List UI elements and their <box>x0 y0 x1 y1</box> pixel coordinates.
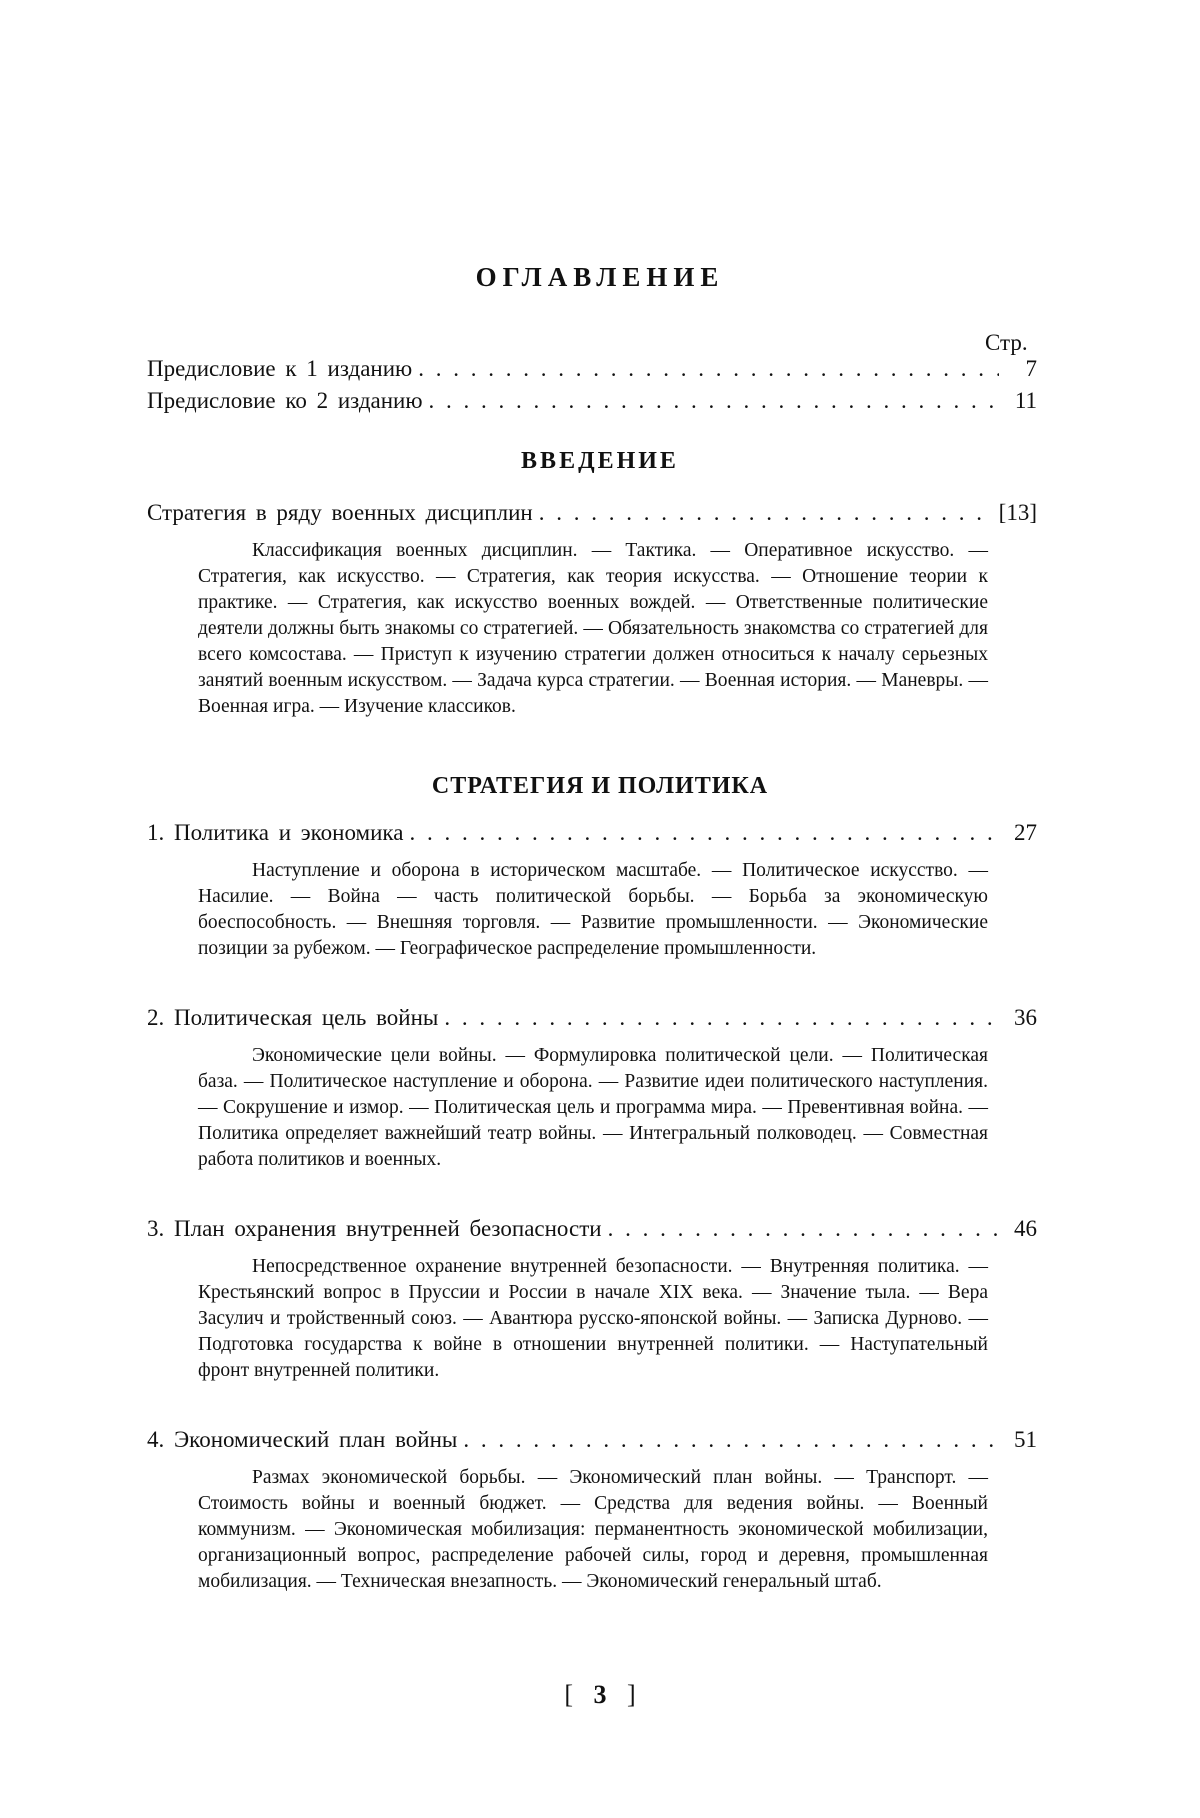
toc-entry-page: 36 <box>1014 1005 1037 1030</box>
toc-entry-page: 51 <box>1014 1427 1037 1452</box>
toc-entry-chapter-3[interactable] <box>147 1216 1037 1248</box>
toc-entry-preface-2[interactable] <box>147 388 1037 420</box>
leader-dots <box>418 356 999 382</box>
leader-dots <box>409 820 999 846</box>
section-heading-intro: ВВЕДЕНИЕ <box>521 448 679 474</box>
toc-entry-chapter-1[interactable] <box>147 820 1037 852</box>
toc-entry-label: 4. Экономический план войны <box>147 1427 458 1452</box>
footer-bracket-open: [ <box>564 1680 573 1709</box>
toc-entry-label: Стратегия в ряду военных дисциплин <box>147 500 533 525</box>
toc-entry-page: 11 <box>1014 388 1037 413</box>
toc-entry-summary: Непосредственное охранение внутренней безопасности. — Внутренняя политика. — Крестьянский вопрос в Пруссии и России в начале XIX века. — Значение тыла. — Вера Засулич и тройственный союз. — Авантюра русско-японской войны. — Записка Дурново. — Подготовка государства к войне в отношении внутренней политики. — Наступательный фронт внутренней политики. <box>198 1256 988 1381</box>
toc-entry-summary: Классификация военных дисциплин. — Тактика. — Оперативное искусство. — Стратегия, как искусство. — Стратегия, как теория искусства. — Отношение теории к практике. — Стратегия, как искусство военных вождей. — Ответственные политические деятели должны быть знакомы со стратегией. — Обязательность знакомства со стратегией для всего комсостава. — Приступ к изучению стратегии должен относиться к началу серьезных занятий военным искусством. — Задача курса стратегии. — Военная история. — Маневры. — Военная игра. — Изучение классиков. <box>198 540 988 717</box>
toc-entry-label: 2. Политическая цель войны <box>147 1005 439 1030</box>
toc-entry-summary: Размах экономической борьбы. — Экономический план войны. — Транспорт. — Стоимость войны и военный бюджет. — Средства для ведения войны. — Военный коммунизм. — Экономическая мобилизация: перманентность экономической мобилизации, организационный вопрос, распределение рабочей силы, город и деревня, промышленная мобилизация. — Техническая внезапность. — Экономический генеральный штаб. <box>198 1467 988 1592</box>
toc-entry-page: 27 <box>1014 820 1037 845</box>
leader-dots <box>539 500 985 526</box>
leader-dots <box>463 1427 999 1453</box>
toc-entry-intro[interactable] <box>147 500 1037 532</box>
toc-entry-preface-1[interactable] <box>147 356 1037 388</box>
footer-bracket-close: ] <box>627 1680 636 1709</box>
toc-entry-page: 46 <box>1014 1216 1037 1241</box>
toc-entry-label: Предисловие ко 2 изданию <box>147 388 423 413</box>
toc-entry-page: [13] <box>998 500 1037 525</box>
toc-entry-page: 7 <box>1025 356 1037 381</box>
toc-entry-label: 3. План охранения внутренней безопасности <box>147 1216 602 1241</box>
page-number: 3 <box>593 1680 607 1709</box>
toc-entry-label: 1. Политика и экономика <box>147 820 404 845</box>
page-column-label: Стр. <box>985 330 1028 355</box>
section-heading-part: СТРАТЕГИЯ И ПОЛИТИКА <box>431 773 769 799</box>
toc-entry-chapter-4[interactable] <box>147 1427 1037 1459</box>
page-footer <box>0 1680 1200 1710</box>
toc-entry-summary: Наступление и оборона в историческом масштабе. — Политическое искусство. — Насилие. — Война — часть политической борьбы. — Борьба за экономическую боеспособность. — Внешняя торговля. — Развитие промышленности. — Экономические позиции за рубежом. — Географическое распределение промышленности. <box>198 860 988 959</box>
leader-dots <box>608 1216 999 1242</box>
leader-dots <box>444 1005 999 1031</box>
page-title: ОГЛАВЛЕНИЕ <box>475 262 725 292</box>
toc-entry-label: Предисловие к 1 изданию <box>147 356 413 381</box>
toc-entry-summary: Экономические цели войны. — Формулировка политической цели. — Политическая база. — Политическое наступление и оборона. — Развитие идеи политического наступления. — Сокрушение и измор. — Политическая цель и программа мира. — Превентивная война. — Политика определяет важнейший театр войны. — Интегральный полководец. — Совместная работа политиков и военных. <box>198 1045 988 1170</box>
toc-entry-chapter-2[interactable] <box>147 1005 1037 1037</box>
leader-dots <box>429 388 999 414</box>
